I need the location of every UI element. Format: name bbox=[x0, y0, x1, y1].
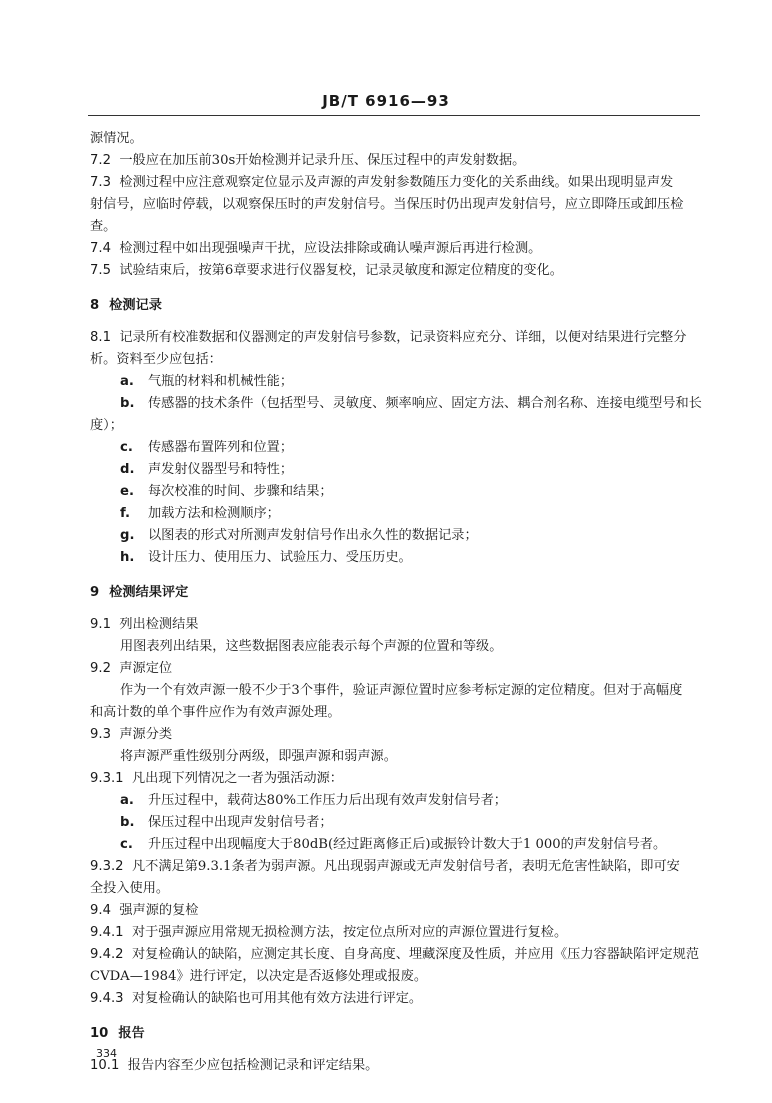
clause-text: 试验结束后，按第6章要求进行仪器复校，记录灵敏度和源定位精度的变化。 bbox=[119, 263, 563, 278]
clause-text-line: 和高计数的单个事件应作为有效声源处理。 bbox=[90, 705, 341, 720]
clause-9-1-heading: 9.1 列出检测结果 bbox=[90, 617, 199, 632]
clause-text-line: 作为一个有效声源一般不少于3个事件，验证声源位置时应参考标定源的定位精度。但对于高幅度 bbox=[120, 683, 683, 698]
clause-9-1-text: 用图表列出结果，这些数据图表应能表示每个声源的位置和等级。 bbox=[120, 639, 503, 654]
clause-text-line: CVDA—1984》进行评定，以决定是否返修处理或报废。 bbox=[90, 969, 428, 984]
clause-7-3 bbox=[90, 172, 702, 238]
document-body bbox=[90, 128, 702, 1077]
section-title: 报告 bbox=[118, 1026, 145, 1041]
clause-text-line: 析。资料至少应包括： bbox=[90, 352, 222, 367]
list-item: f. 加载方法和检测顺序； bbox=[120, 506, 280, 521]
clause-10-1: 10.1 报告内容至少应包括检测记录和评定结果。 bbox=[90, 1058, 379, 1073]
clause-text-line: 全投入使用。 bbox=[90, 881, 170, 896]
clause-text-line: 检测过程中应注意观察定位显示及声源的声发射参数随压力变化的关系曲线。如果出现明显声发 bbox=[119, 175, 674, 190]
clause-text-line: 记录所有校准数据和仪器测定的声发射信号参数，记录资料应充分、详细，以便对结果进行完整分 bbox=[119, 330, 687, 345]
clause-8-1 bbox=[90, 327, 702, 371]
standard-code-header: JB/T 6916—93 bbox=[322, 92, 450, 110]
clause-number: 7.2 bbox=[90, 153, 111, 168]
clause-text-line: 射信号，应临时停载，以观察保压时的声发射信号。当保压时仍出现声发射信号，应立即降压或卸压检 bbox=[90, 197, 684, 212]
page-number: 334 bbox=[96, 1047, 117, 1060]
clause-9-4-3: 9.4.3 对复检确认的缺陷也可用其他有效方法进行评定。 bbox=[90, 991, 423, 1006]
clause-9-4-2: 9.4.2 对复检确认的缺陷，应测定其长度、自身高度、埋藏深度及性质，并应用《压力容器缺陷评定规范 bbox=[90, 947, 700, 962]
clause-number: 7.4 bbox=[90, 241, 111, 256]
clause-9-3-2: 9.3.2 凡不满足第9.3.1条者为弱声源。凡出现弱声源或无声发射信号者，表明无危害性缺陷，即可安 bbox=[90, 859, 680, 874]
section-title: 检测结果评定 bbox=[109, 585, 189, 600]
paragraph-continuation: 源情况。 bbox=[90, 131, 143, 146]
clause-text: 检测过程中如出现强噪声干扰，应设法排除或确认噪声源后再进行检测。 bbox=[119, 241, 542, 256]
section-number: 9 bbox=[90, 585, 100, 600]
clause-7-5 bbox=[90, 260, 702, 282]
list-item: g. 以图表的形式对所测声发射信号作出永久性的数据记录； bbox=[120, 528, 478, 543]
clause-number: 7.5 bbox=[90, 263, 111, 278]
header-rule bbox=[88, 115, 700, 116]
list-item-continuation: 度）； bbox=[90, 418, 123, 433]
list-item: d. 声发射仪器型号和特性； bbox=[120, 462, 294, 477]
list-item: a. 升压过程中，载荷达80%工作压力后出现有效声发射信号者； bbox=[120, 793, 507, 808]
list-item: c. 升压过程中出现幅度大于80dB(经过距离修正后)或振铃计数大于1 000的声发射信号者。 bbox=[120, 837, 667, 852]
section-8-heading bbox=[90, 295, 702, 317]
clause-number: 8.1 bbox=[90, 330, 111, 345]
list-item: b. 传感器的技术条件（包括型号、灵敏度、频率响应、固定方法、耦合剂名称、连接电缆型号和长 bbox=[120, 396, 702, 411]
section-title: 检测记录 bbox=[109, 298, 162, 313]
clause-number: 7.3 bbox=[90, 175, 111, 190]
list-item: c. 传感器布置阵列和位置； bbox=[120, 440, 294, 455]
clause-9-2-heading: 9.2 声源定位 bbox=[90, 661, 173, 676]
clause-9-3-heading: 9.3 声源分类 bbox=[90, 727, 173, 742]
list-item: b. 保压过程中出现声发射信号者； bbox=[120, 815, 333, 830]
clause-text: 一般应在加压前30s开始检测并记录升压、保压过程中的声发射数据。 bbox=[119, 153, 526, 168]
list-item: e. 每次校准的时间、步骤和结果； bbox=[120, 484, 333, 499]
list-item: h. 设计压力、使用压力、试验压力、受压历史。 bbox=[120, 550, 412, 565]
section-10-heading bbox=[90, 1023, 702, 1045]
clause-9-4-heading: 9.4 强声源的复检 bbox=[90, 903, 199, 918]
section-number: 10 bbox=[90, 1026, 109, 1041]
clause-9-3-1: 9.3.1 凡出现下列情况之一者为强活动源： bbox=[90, 771, 343, 786]
clause-7-2 bbox=[90, 150, 702, 172]
clause-9-3-text: 将声源严重性级别分两级，即强声源和弱声源。 bbox=[120, 749, 397, 764]
section-9-heading bbox=[90, 582, 702, 604]
clause-7-4 bbox=[90, 238, 702, 260]
section-number: 8 bbox=[90, 298, 100, 313]
clause-9-4-1: 9.4.1 对于强声源应用常规无损检测方法，按定位点所对应的声源位置进行复检。 bbox=[90, 925, 568, 940]
clause-text-line: 查。 bbox=[90, 219, 117, 234]
list-item: a. 气瓶的材料和机械性能； bbox=[120, 374, 294, 389]
